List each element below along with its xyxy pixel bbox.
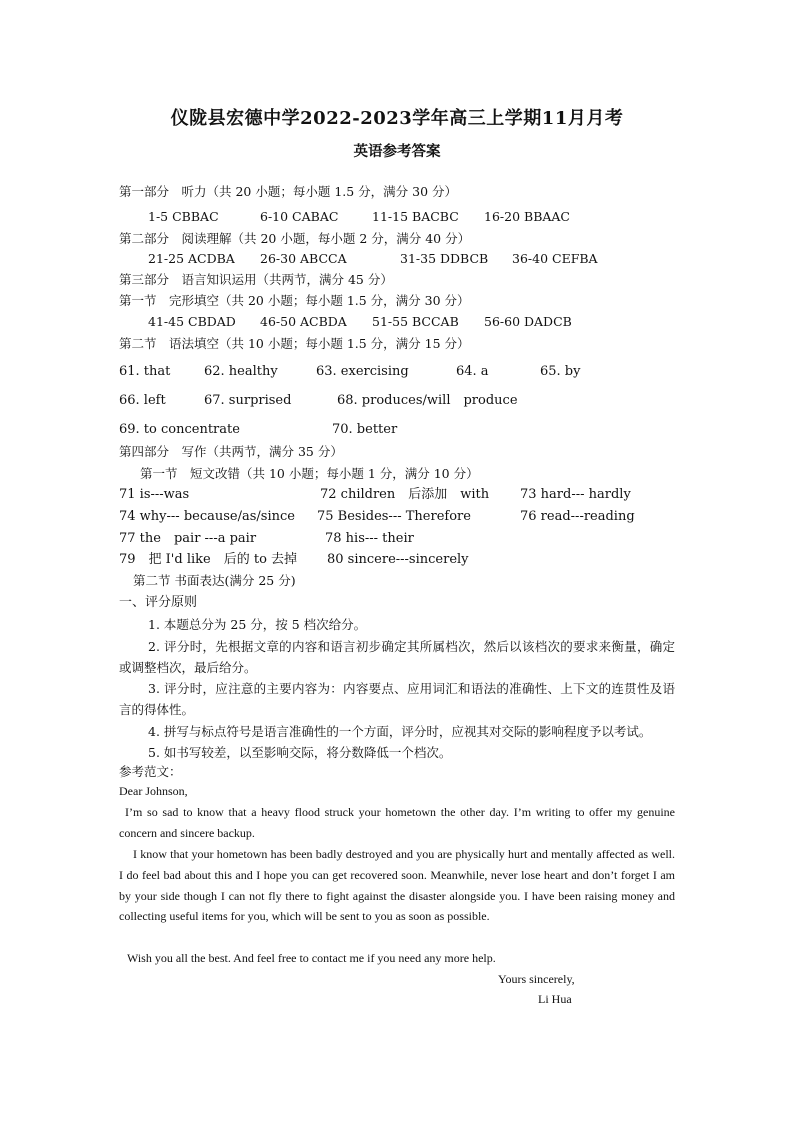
grammar-answer-61: 61. that [119, 364, 171, 379]
grammar-answer-68: 68. produces/will produce [337, 393, 518, 408]
grammar-answer-65: 65. by [540, 364, 581, 379]
part3-heading: 第三部分 语言知识运用（共两节，满分 45 分） [119, 272, 393, 287]
criteria-item-5: 5. 如书写较差，以至影响交际，将分数降低一个档次。 [148, 745, 452, 760]
correction-79: 79 把 I'd like 后的 to 去掉 [119, 552, 298, 567]
correction-77: 77 the pair ---a pair [119, 531, 257, 546]
part4-heading: 第四部分 写作（共两节，满分 35 分） [119, 444, 343, 459]
correction-78: 78 his--- their [325, 531, 414, 546]
letter-signature: Li Hua [538, 992, 572, 1006]
part2-answer-2: 26-30 ABCCA [260, 251, 347, 266]
part1-heading: 第一部分 听力（共 20 小题；每小题 1.5 分，满分 30 分） [119, 184, 458, 199]
criteria-item-1: 1. 本题总分为 25 分，按 5 档次给分。 [148, 617, 367, 632]
grammar-answer-64: 64. a [456, 364, 489, 379]
correction-71: 71 is---was [119, 487, 190, 502]
part2-answer-4: 36-40 CEFBA [512, 251, 598, 266]
grammar-answer-63: 63. exercising [316, 364, 409, 379]
part2-answer-1: 21-25 ACDBA [148, 251, 235, 266]
correction-74: 74 why--- because/as/since [119, 509, 295, 524]
letter-greeting: Dear Johnson, [119, 784, 188, 798]
correction-76: 76 read---reading [520, 509, 635, 524]
part1-answer-3: 11-15 BACBC [372, 209, 459, 224]
part4-sec2-heading: 第二节 书面表达(满分 25 分) [133, 573, 296, 588]
part1-answer-4: 16-20 BBAAC [484, 209, 570, 224]
cloze-answer-1: 41-45 CBDAD [148, 314, 236, 329]
part1-answer-1: 1-5 CBBAC [148, 209, 219, 224]
part4-sec1-heading: 第一节 短文改错（共 10 小题；每小题 1 分，满分 10 分） [140, 466, 479, 481]
letter-closing: Yours sincerely, [498, 972, 575, 986]
grammar-answer-70: 70. better [332, 422, 398, 437]
sample-heading: 参考范文： [119, 764, 182, 779]
grammar-answer-66: 66. left [119, 393, 166, 408]
correction-75: 75 Besides--- Therefore [317, 509, 471, 524]
criteria-item-3: 3. 评分时，应注意的主要内容为：内容要点、应用词汇和语法的准确性、上下文的连贯性及语言的得体性。 [119, 681, 675, 717]
part3-sec1-heading: 第一节 完形填空（共 20 小题；每小题 1.5 分，满分 30 分） [119, 293, 470, 308]
part2-answer-3: 31-35 DDBCB [400, 251, 489, 266]
grammar-answer-69: 69. to concentrate [119, 422, 240, 437]
grammar-answer-67: 67. surprised [204, 393, 292, 408]
grammar-answer-62: 62. healthy [204, 364, 278, 379]
letter-paragraph-1: I’m so sad to know that a heavy flood struck your hometown the other day. I’m writing to offer my genuine concern and sincere backup. [119, 805, 675, 840]
criteria-item-4: 4. 拼写与标点符号是语言准确性的一个方面，评分时，应视其对交际的影响程度予以考试。 [148, 724, 652, 739]
cloze-answer-4: 56-60 DADCB [484, 314, 572, 329]
correction-80: 80 sincere---sincerely [327, 552, 469, 567]
part2-heading: 第二部分 阅读理解（共 20 小题，每小题 2 分，满分 40 分） [119, 231, 471, 246]
criteria-heading: 一、评分原则 [119, 595, 198, 610]
criteria-item-2: 2. 评分时，先根据文章的内容和语言初步确定其所属档次，然后以该档次的要求来衡量，确定或调整档次，最后给分。 [119, 639, 675, 675]
correction-72: 72 children 后添加 with [320, 487, 490, 502]
letter-paragraph-3: Wish you all the best. And feel free to contact me if you need any more help. [127, 951, 496, 965]
document-subtitle: 英语参考答案 [353, 143, 441, 160]
part3-sec2-heading: 第二节 语法填空（共 10 小题；每小题 1.5 分，满分 15 分） [119, 336, 470, 351]
letter-paragraph-2: I know that your hometown has been badly destroyed and you are physically hurt and mentally affected as well. I do feel bad about this and I hope you can get recovered soon. Meanwhile, never lose heart and don’t forget I am by your side though I can not fly there to fight against the disaster alongside you. I have been raising money and collecting useful items for you, which will be sent to you as soon as possible. [119, 847, 675, 924]
cloze-answer-3: 51-55 BCCAB [372, 314, 459, 329]
document-title: 仪陇县宏德中学2022-2023学年高三上学期11月月考 [170, 108, 624, 129]
cloze-answer-2: 46-50 ACBDA [260, 314, 347, 329]
correction-73: 73 hard--- hardly [520, 487, 631, 502]
part1-answer-2: 6-10 CABAC [260, 209, 339, 224]
